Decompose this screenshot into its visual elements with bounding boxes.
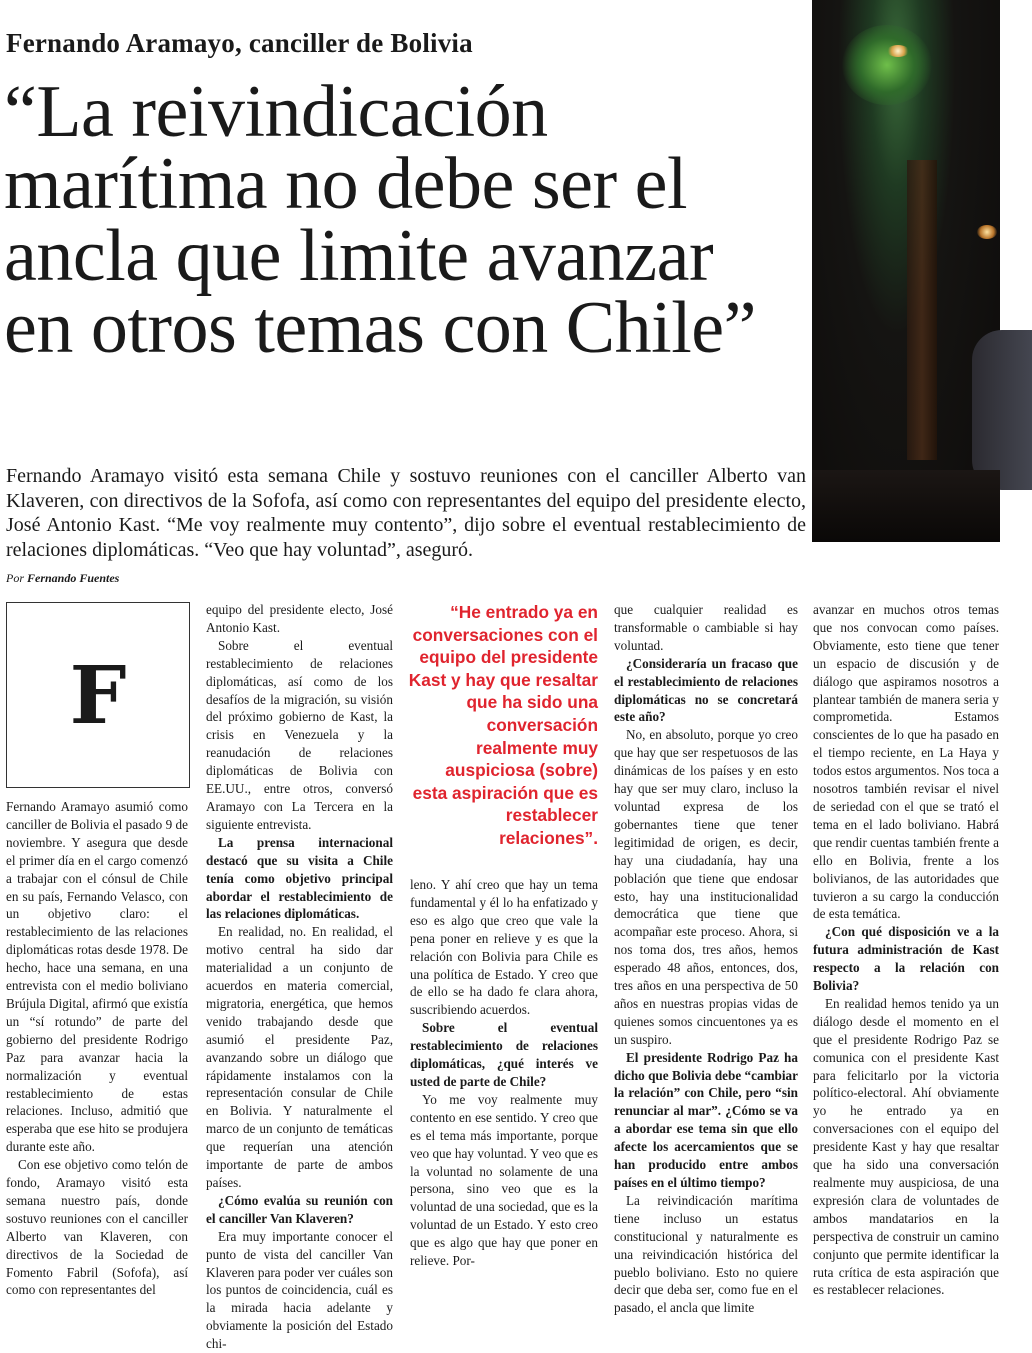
interview-question: ¿Consideraría un fracaso que el restablecimiento de relaciones diplomáticas no se concretará este año? bbox=[614, 655, 798, 725]
headline: “La reivindicación marítima no debe ser el ancla que limite avanzar en otros temas con Chile” bbox=[4, 71, 756, 369]
paragraph: No, en absoluto, porque yo creo que hay que ser respetuosos de las dinámicas de los países y en esto hay que ser muy claro, incluso la voluntad expresa de los gobernantes tiene que tener legitimidad de origen, es decir, hay una ciudadanía, hay una población que tiene que endosar esto, hay una institucionalidad democrática que tiene que acompañar este proceso. Ahora, si nos toma dos, tres años, hemos esperado 48 años, entonces, dos, tres años en una perspectiva de 50 años en nuestras propias vidas de quienes somos cincuentones ya es un suspiro. bbox=[614, 727, 798, 1047]
column-4 bbox=[614, 601, 798, 1317]
interview-question: Sobre el eventual restablecimiento de relaciones diplomáticas, ¿qué interés ve usted de parte de Chile? bbox=[410, 1020, 598, 1089]
interview-question: La prensa internacional destacó que su visita a Chile tenía como objetivo principal abordar el restablecimiento de las relaciones diplomáticas. bbox=[206, 834, 393, 922]
column-5 bbox=[813, 601, 999, 1299]
paragraph: leno. Y ahí creo que hay un tema fundamental y él lo ha enfatizado y eso es algo que creo que vale la pena poner en relieve y es que la relación con Bolivia para Chile es una política de Estado. Y creo que de ello se ha dado fe clara ahora, suscribiendo acuerdos. bbox=[410, 877, 598, 1018]
photo-table bbox=[812, 470, 1000, 542]
column-1 bbox=[6, 798, 188, 1299]
byline-author: Fernando Fuentes bbox=[27, 571, 120, 585]
paragraph: equipo del presidente electo, José Antonio Kast. bbox=[206, 602, 393, 635]
paragraph: Con ese objetivo como telón de fondo, Aramayo visitó esta semana nuestro país, donde sostuvo reuniones con el canciller Alberto van Klaveren, con directivos de la Sociedad de Fomento Fabril (Sofofa), así como con representantes del bbox=[6, 1157, 188, 1298]
photo-subject-arm bbox=[972, 330, 1032, 490]
paragraph: Era muy importante conocer el punto de vista del canciller Van Klaveren para poder ver cuáles son los puntos de coincidencia, cuál es la mirada hacia adelante y obviamente la posición del Estado chi- bbox=[206, 1228, 393, 1352]
photo-lamp-2 bbox=[977, 225, 997, 239]
drop-initial-box bbox=[6, 602, 190, 788]
lead-paragraph: Fernando Aramayo visitó esta semana Chile y sostuvo reuniones con el canciller Alberto van Klaveren, con directivos de la Sofofa, así como con representantes del equipo del presidente electo, José Antonio Kast. “Me voy realmente muy contento”, dijo sobre el eventual restablecimiento de relaciones diplomáticas. “Veo que hay voluntad”, aseguró. bbox=[6, 465, 806, 561]
photo-green-light bbox=[842, 25, 932, 105]
kicker: Fernando Aramayo, canciller de Bolivia bbox=[6, 28, 473, 58]
paragraph: que cualquier realidad es transformable o cambiable si hay voluntad. bbox=[614, 602, 798, 653]
paragraph: Sobre el eventual restablecimiento de relaciones diplomáticas, así como de los desafíos de la migración, su visión del próximo gobierno de Kast, la crisis en Venezuela y la reanudación de relaciones diplomáticas de Bolivia con EE.UU., entre otros, conversó Aramayo con La Tercera en la siguiente entrevista. bbox=[206, 637, 393, 832]
interview-question: ¿Cómo evalúa su reunión con el canciller Van Klaveren? bbox=[206, 1192, 393, 1226]
drop-initial: F bbox=[69, 648, 127, 742]
byline-prefix: Por bbox=[6, 571, 24, 585]
column-3 bbox=[410, 876, 598, 1270]
paragraph: En realidad, no. En realidad, el motivo central ha sido dar materialidad a un conjunto de acuerdos en materia comercial, migratoria, energética, que hemos venido trabajando desde que asumió el presidente Paz, avanzando sobre un diálogo que rápidamente instalamos con la representación consular de Chile en Bolivia. Y naturalmente el marco de un conjunto de temáticas que requerían una atención importante de parte de ambos países. bbox=[206, 924, 393, 1190]
paragraph: En realidad hemos tenido ya un diálogo desde el momento en el que el presidente Rodrigo Paz se comunica con el presidente Kast para felicitarlo por la victoria político-electoral. Ahí obviamente yo he entrado ya en conversaciones con el equipo del presidente Kast y hay que resaltar que ha sido una conversación realmente muy auspiciosa, de una expresión clara de voluntades de ambos mandatarios en la perspectiva de construir un camino conjunto que permite identificar la ruta crítica de esta aspiración que es restablecer relaciones. bbox=[813, 995, 999, 1298]
photo-pillar bbox=[907, 160, 937, 460]
paragraph: avanzar en muchos otros temas que nos convocan como países. Obviamente, esto tiene que tener un espacio de discusión y de diálogo que aspiramos nosotros a plantear también de manera seria y comprometida. Estamos conscientes de lo que ha pasado en el tiempo reciente, en La Haya y todos estos argumentos. Nos toca a nosotros también revisar el nivel de seriedad con el que se trató el tema en el lado boliviano. Habrá que rendir cuentas también frente a ello en Bolivia, frente a los bolivianos, de las autoridades que tuvieron a su cargo la conducción de esta temática. bbox=[813, 602, 999, 922]
photo-lamp bbox=[887, 45, 909, 57]
interview-question: ¿Con qué disposición ve a la futura administración de Kast respecto a la relación con Bolivia? bbox=[813, 924, 999, 994]
paragraph: La reivindicación marítima tiene incluso un estatus constitucional y naturalmente es una reivindicación histórica del pueblo boliviano. Esto no quiere decir que deba ser, como fue en el pasado, el ancla que limite bbox=[614, 1192, 798, 1316]
column-2 bbox=[206, 601, 393, 1353]
photo bbox=[812, 0, 1000, 542]
byline bbox=[6, 571, 119, 586]
interview-question: El presidente Rodrigo Paz ha dicho que Bolivia debe “cambiar la relación” con Chile, pero “sin renunciar al mar”. ¿Cómo se va a abordar ese tema sin que ello afecte los acercamientos que se han producido entre ambos países en el último tiempo? bbox=[614, 1049, 798, 1190]
paragraph: Fernando Aramayo asumió como canciller de Bolivia el pasado 9 de noviembre. Y asegura que desde el primer día en el cargo comenzó a trabajar con el cónsul de Chile en su país, Fernando Velasco, con un objetivo claro: el restablecimiento de las relaciones diplomáticas rotas desde 1978. De hecho, hace una semana, en una entrevista con el medio boliviano Brújula Digital, afirmó que existía un “sí rotundo” de parte del gobierno del presidente Rodrigo Paz para avanzar hacia la normalización y eventual restablecimiento de estas relaciones. Incluso, admitió que esperaba que ese hito se produjera durante este año. bbox=[6, 799, 188, 1155]
pull-quote: “He entrado ya en conversaciones con el equipo del presidente Kast y hay que resaltar que ha sido una conversación realmente muy auspiciosa (sobre) esta aspiración que es restablecer relaciones”. bbox=[408, 602, 598, 848]
paragraph: Yo me voy realmente muy contento en ese sentido. Y creo que es el tema más importante, porque veo que hay voluntad. Y veo que es la voluntad no solamente de una persona, sino veo que es la voluntad de una sociedad, que es la voluntad de un Estado. Y esto creo que es algo que hay que poner en relieve. Por- bbox=[410, 1091, 598, 1269]
